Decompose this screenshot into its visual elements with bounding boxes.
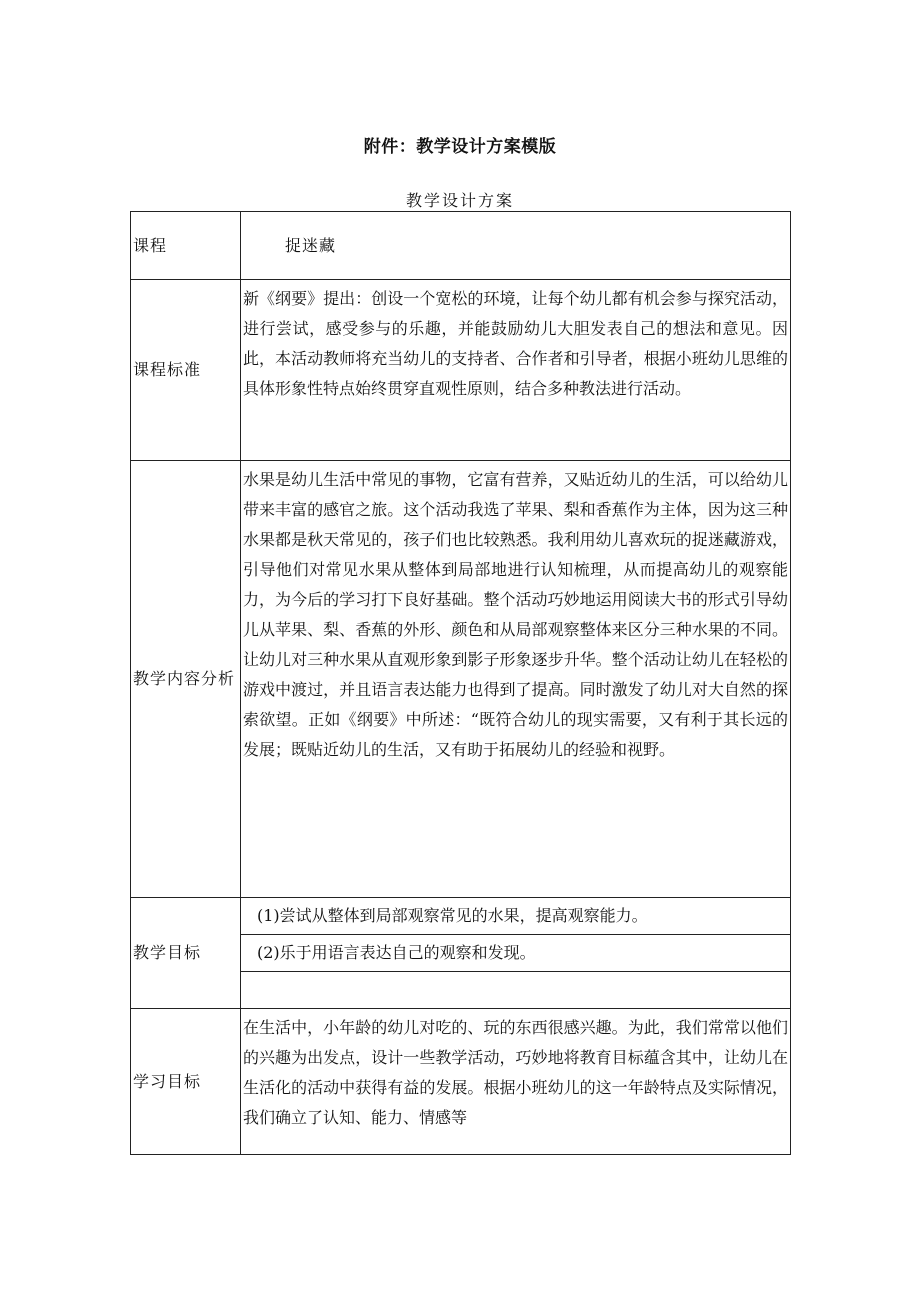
course-row: [131, 212, 791, 280]
lesson-plan-table: [130, 211, 791, 1155]
learning-goals-row: [131, 1009, 791, 1155]
standard-text: 新《纲要》提出：创设一个宽松的环境，让每个幼儿都有机会参与探究活动，进行尝试，感受参与的乐趣，并能鼓励幼儿大胆发表自己的想法和意见。因此，本活动教师将充当幼儿的支持者、合作者和引导者，根据小班幼儿思维的具体形象性特点始终贯穿直观性原则，结合多种教法进行活动。: [243, 289, 788, 398]
learning-goals-text: 在生活中，小年龄的幼儿对吃的、玩的东西很感兴趣。为此，我们常常以他们的兴趣为出发点，设计一些教学活动，巧妙地将教育目标蕴含其中，让幼儿在生活化的活动中获得有益的发展。根据小班幼儿的这一年龄特点及实际情况，我们确立了认知、能力、情感等: [243, 1018, 788, 1127]
teaching-goal-item: (1)尝试从整体到局部观察常见的水果，提高观察能力。: [241, 898, 791, 935]
course-value: 捉迷藏: [241, 212, 791, 280]
standard-row: [131, 280, 791, 461]
document-title: 附件：教学设计方案模版: [363, 137, 557, 157]
teaching-goal-item: (2)乐于用语言表达自己的观察和发现。: [241, 935, 791, 972]
analysis-row: [131, 461, 791, 898]
standard-label: 课程标准: [131, 280, 241, 461]
table-caption: 教学设计方案: [405, 191, 514, 210]
course-label: 课程: [131, 212, 241, 280]
teaching-goal-item: [241, 972, 791, 1009]
learning-goals-text-cell: [241, 1009, 791, 1155]
standard-text-cell: [241, 280, 791, 461]
learning-goals-label: 学习目标: [131, 1009, 241, 1155]
analysis-text-cell: [241, 461, 791, 898]
analysis-label: 教学内容分析: [131, 461, 241, 898]
teaching-goals-label: 教学目标: [131, 898, 241, 1009]
analysis-text: 水果是幼儿生活中常见的事物，它富有营养，又贴近幼儿的生活，可以给幼儿带来丰富的感官之旅。这个活动我选了苹果、梨和香蕉作为主体，因为这三种水果都是秋天常见的，孩子们也比较熟悉。我利用幼儿喜欢玩的捉迷藏游戏，引导他们对常见水果从整体到局部地进行认知梳理，从而提高幼儿的观察能力，为今后的学习打下良好基础。整个活动巧妙地运用阅读大书的形式引导幼儿从苹果、梨、香蕉的外形、颜色和从局部观察整体来区分三种水果的不同。让幼儿对三种水果从直观形象到影子形象逐步升华。整个活动让幼儿在轻松的游戏中渡过，并且语言表达能力也得到了提高。同时激发了幼儿对大自然的探索欲望。正如《纲要》中所述：“既符合幼儿的现实需要，又有利于其长远的发展；既贴近幼儿的生活，又有助于拓展幼儿的经验和视野。: [243, 470, 788, 759]
teaching-goal-row-1: [131, 898, 791, 935]
